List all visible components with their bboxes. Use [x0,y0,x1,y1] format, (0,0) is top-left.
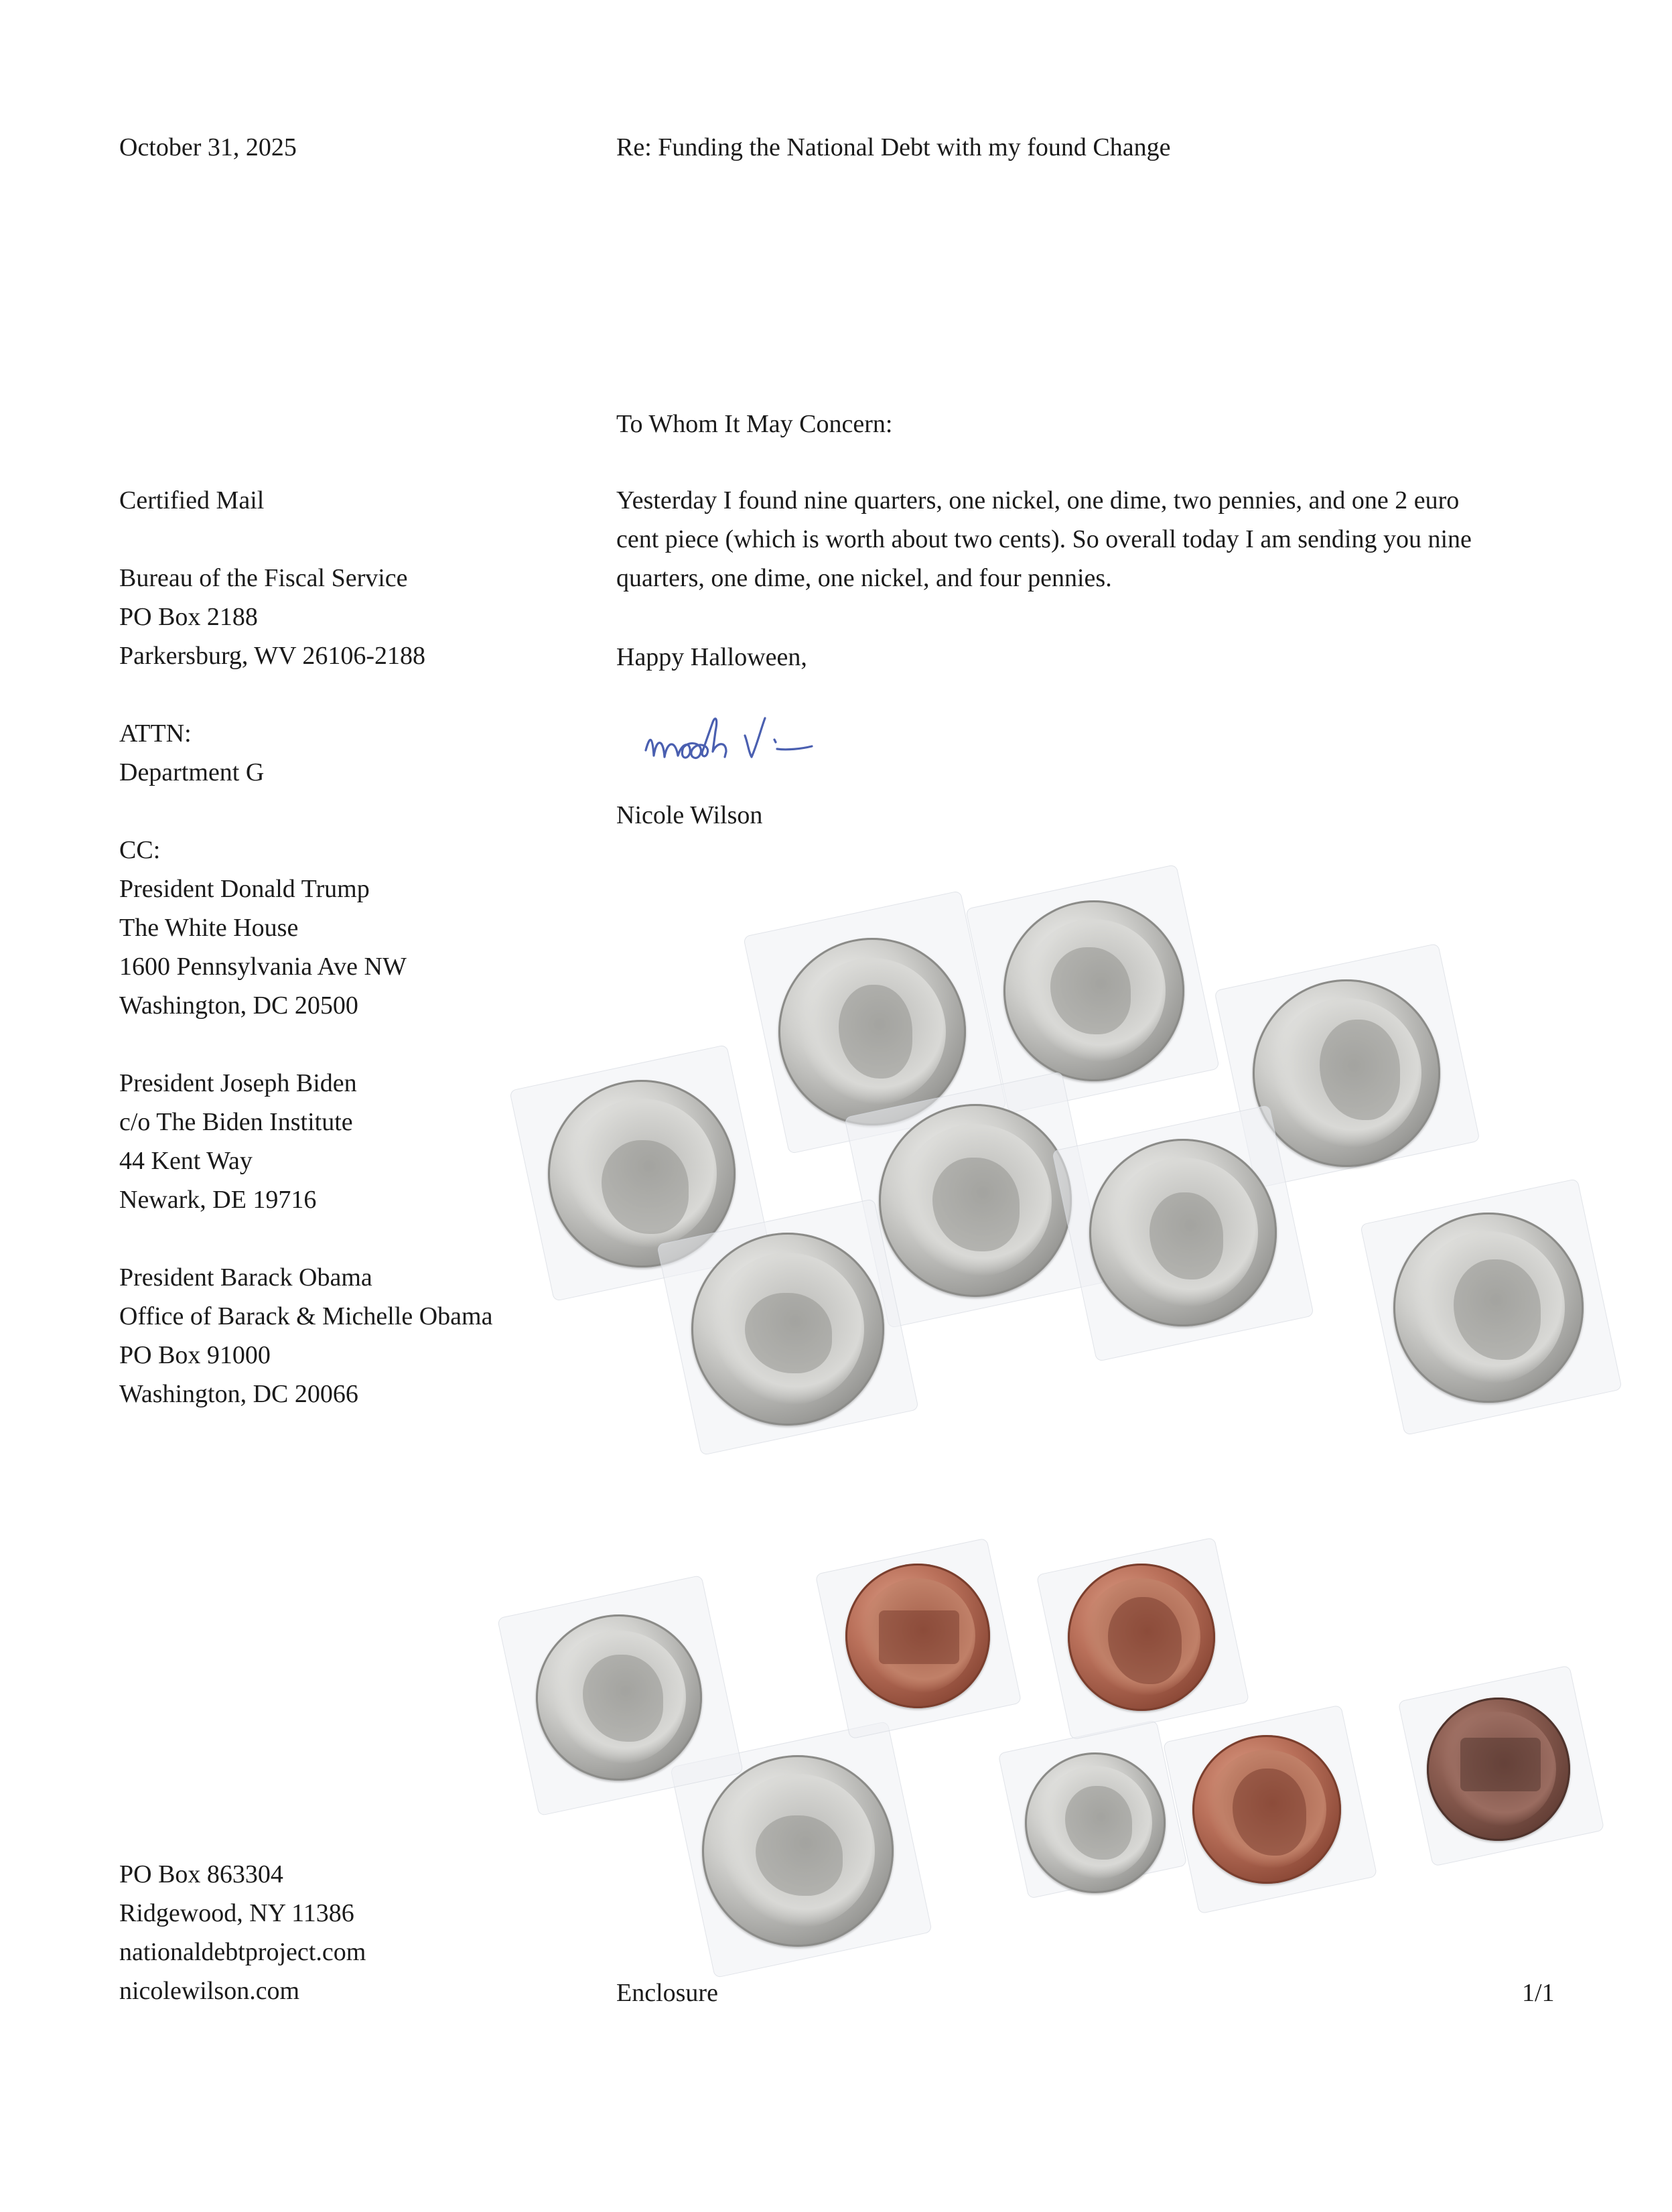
cc-block-obama [119,1258,548,1413]
address-line: President Joseph Biden [119,1069,357,1097]
mail-type [119,481,548,520]
address-line: c/o The Biden Institute [119,1108,353,1136]
enclosure-note: Enclosure [616,1979,718,2007]
attention-block [119,714,548,792]
address-line: Newark, DE 19716 [119,1186,317,1214]
address-line: President Barack Obama [119,1263,372,1292]
address-line: 1600 Pennsylvania Ave NW [119,953,407,981]
penny-coin [1068,1564,1215,1711]
body-line: quarters, one dime, one nickel, and four pennies. [616,564,1112,592]
body-line: Yesterday I found nine quarters, one nickel, one dime, two pennies, and one 2 euro [616,486,1460,514]
address-line: Parkersburg, WV 26106-2188 [119,642,426,670]
addressee-block [119,559,548,675]
address-line: PO Box 863304 [119,1860,283,1888]
website-link[interactable]: nicolewilson.com [119,1977,300,2005]
recipient-column [119,481,548,1452]
address-line: PO Box 91000 [119,1341,271,1369]
dime-coin [1025,1752,1166,1893]
address-line: The White House [119,914,299,942]
mail-type-label: Certified Mail [119,486,265,514]
website-link[interactable]: nationaldebtproject.com [119,1938,366,1966]
letter-body [616,481,1568,598]
letter-date: October 31, 2025 [119,133,297,161]
handwritten-signature [643,709,951,782]
penny-coin [1427,1698,1570,1841]
attention-label: ATTN: [119,719,192,748]
penny-coin [1192,1735,1341,1884]
quarter-coin [1253,979,1440,1167]
cc-block-biden [119,1064,548,1219]
attention-department: Department G [119,758,265,786]
cc-label: CC: [119,836,161,864]
address-line: President Donald Trump [119,875,370,903]
quarter-coin [879,1104,1072,1297]
page-number: 1/1 [1522,1979,1555,2007]
quarter-coin [548,1080,736,1267]
sender-address [119,1855,366,2010]
address-line: Washington, DC 20066 [119,1380,358,1408]
quarter-coin [1003,900,1184,1081]
quarter-coin [1089,1139,1277,1326]
subject-line: Re: Funding the National Debt with my found Change [616,133,1171,161]
address-line: Washington, DC 20500 [119,991,358,1020]
cc-block-trump [119,831,548,1025]
quarter-coin [778,938,966,1125]
address-line: PO Box 2188 [119,603,258,631]
penny-coin [845,1564,990,1708]
salutation: To Whom It May Concern: [616,410,893,438]
nickel-coin [536,1614,702,1781]
signer-name: Nicole Wilson [616,801,763,829]
address-line: Ridgewood, NY 11386 [119,1899,354,1927]
address-line: Bureau of the Fiscal Service [119,564,408,592]
body-line: cent piece (which is worth about two cents). So overall today I am sending you nine [616,525,1472,553]
address-line: Office of Barack & Michelle Obama [119,1302,493,1330]
quarter-coin [702,1755,894,1947]
closing: Happy Halloween, [616,643,807,671]
quarter-coin [1393,1213,1584,1403]
quarter-coin [691,1233,884,1426]
address-line: 44 Kent Way [119,1147,253,1175]
